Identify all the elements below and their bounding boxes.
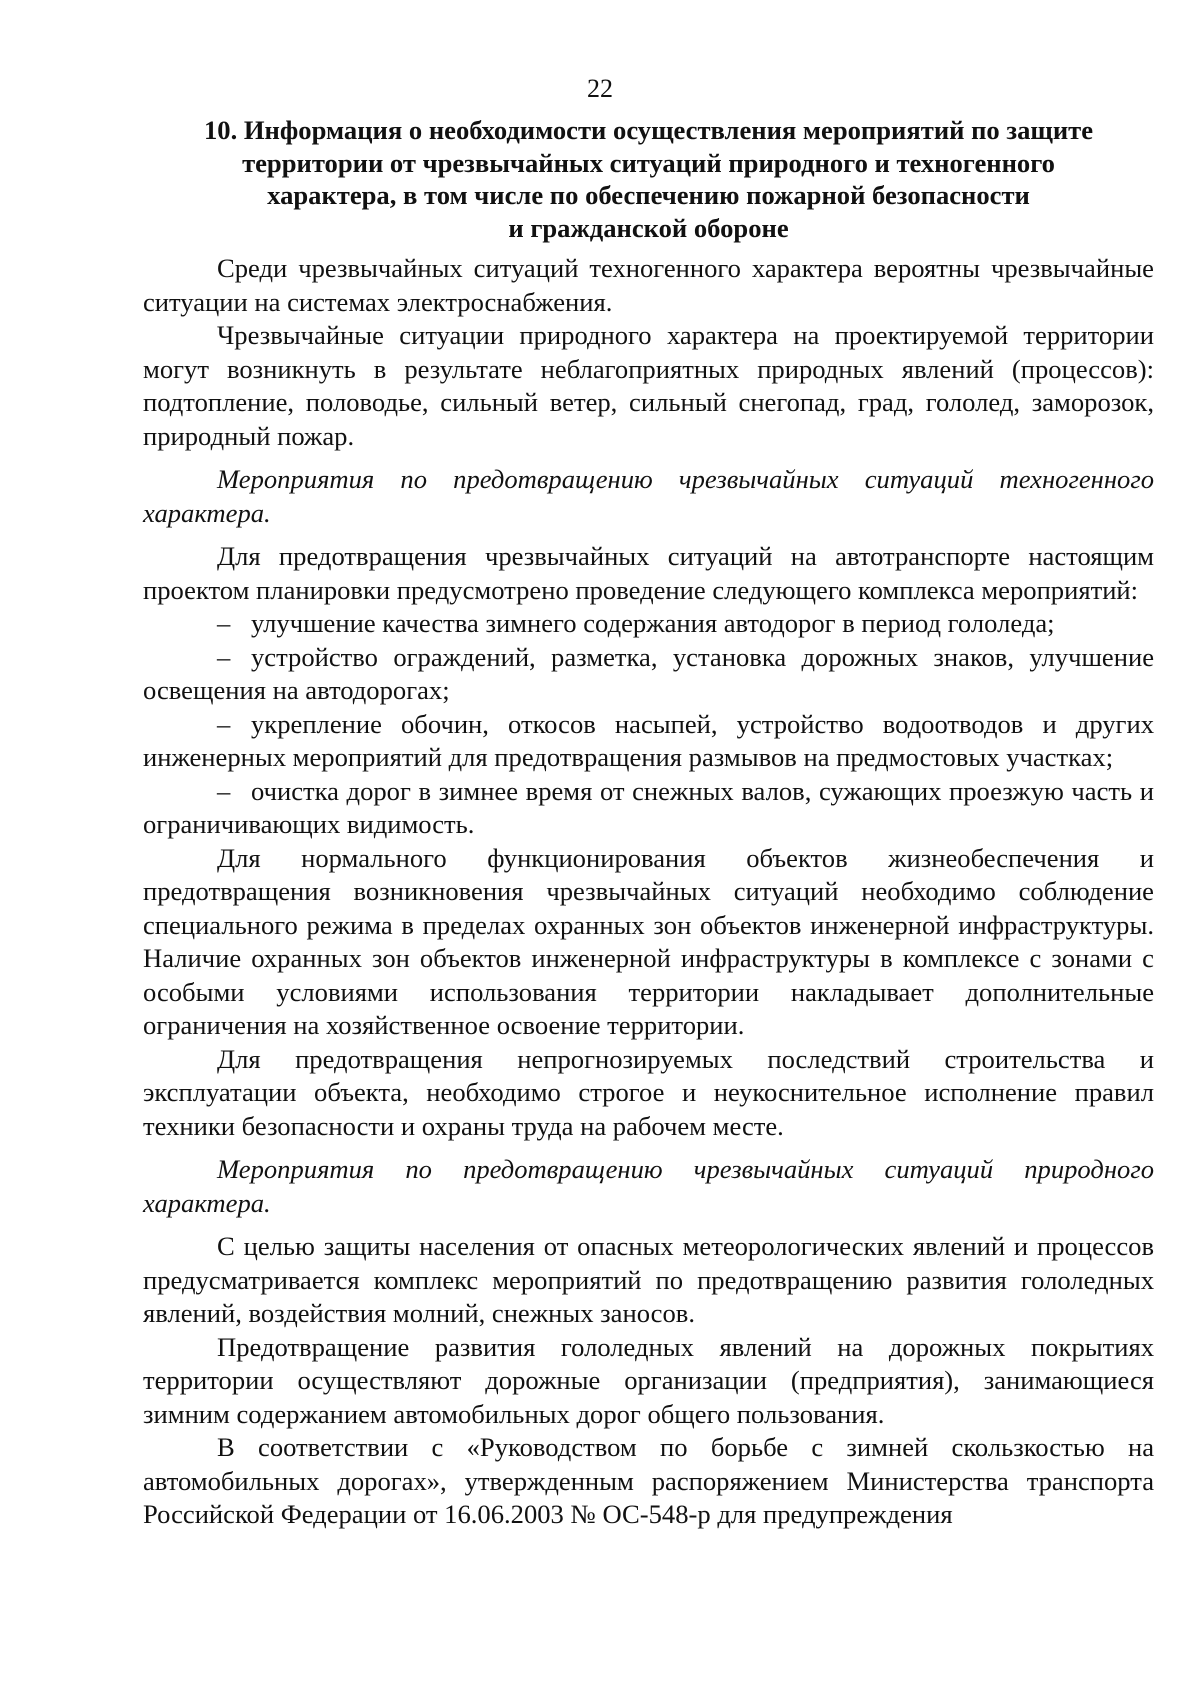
paragraph-winter-guidance: В соответствии с «Руководством по борьбе с зимней скользкостью на автомобильных дорогах», утвержденным распоряжением Министерства транспорта Российской Федерации от 16.06.2003 № ОС-548-р для предупреждения	[143, 1432, 1154, 1529]
bullet-text: очистка дорог в зимнее время от снежных валов, сужающих проезжую часть и ограничивающих видимость.	[143, 775, 1154, 839]
bullet-item-1	[143, 607, 1154, 641]
bullet-text: укрепление обочин, откосов насыпей, устройство водоотводов и других инженерных мероприятий для предотвращения размывов на предмостовых участках;	[143, 708, 1154, 772]
heading-line-4: и гражданской обороне	[508, 212, 789, 243]
paragraph-natural-risks: Чрезвычайные ситуации природного характера на проектируемой территории могут возникнуть в результате неблагоприятных природных явлений (процессов): подтопление, половодье, сильный ветер, сильный снегопад, град, гололед, заморозок, природный пожар.	[143, 320, 1154, 451]
bullet-dash: –	[217, 708, 231, 739]
bullet-dash: –	[217, 775, 231, 806]
paragraph-protection-zones: Для нормального функционирования объектов жизнеобеспечения и предотвращения возникновения чрезвычайных ситуаций необходимо соблюдение специального режима в пределах охранных зон объектов инженерной инфраструктуры. Наличие охранных зон объектов инженерной инфраструктуры в комплексе с зонами с особыми условиями использования территории накладывает дополнительные ограничения на хозяйственное освоение территории.	[143, 842, 1154, 1040]
subheading-natural-measures: Мероприятия по предотвращению чрезвычайных ситуаций природного характера.	[143, 1154, 1154, 1218]
bullet-item-3	[143, 708, 1154, 775]
paragraph-ice-prevention: Предотвращение развития гололедных явлений на дорожных покрытиях территории осуществляют дорожные организации (предприятия), занимающиеся зимним содержанием автомобильных дорог общего пользования.	[143, 1331, 1154, 1429]
subheading-technogenic-measures: Мероприятия по предотвращению чрезвычайных ситуаций техногенного характера.	[143, 464, 1154, 528]
heading-line-2: территории от чрезвычайных ситуаций природного и техногенного	[242, 147, 1055, 178]
heading-line-1: 10. Информация о необходимости осуществления мероприятий по защите	[203, 115, 1094, 145]
paragraph-technogenic-risks: Среди чрезвычайных ситуаций техногенного характера вероятны чрезвычайные ситуации на системах электроснабжения.	[143, 253, 1154, 317]
paragraph-meteorological-protection: С целью защиты населения от опасных метеорологических явлений и процессов предусматривается комплекс мероприятий по предотвращению развития гололедных явлений, воздействия молний, снежных заносов.	[143, 1231, 1154, 1328]
bullet-dash: –	[217, 608, 231, 638]
page-number: 22	[587, 74, 613, 103]
bullet-text: устройство ограждений, разметка, установка дорожных знаков, улучшение освещения на автодорогах;	[143, 641, 1154, 705]
bullet-item-2	[143, 641, 1154, 708]
bullet-dash: –	[217, 641, 231, 672]
paragraph-transport-measures: Для предотвращения чрезвычайных ситуаций на автотранспорте настоящим проектом планировки предусмотрено проведение следующего комплекса мероприятий:	[143, 541, 1154, 605]
document-body	[143, 114, 1154, 1532]
heading-line-3: характера, в том числе по обеспечению пожарной безопасности	[267, 180, 1030, 210]
bullet-text: улучшение качества зимнего содержания автодорог в период гололеда;	[251, 608, 1055, 638]
bullet-item-4	[143, 775, 1154, 842]
section-heading	[143, 114, 1154, 244]
paragraph-safety-rules: Для предотвращения непрогнозируемых последствий строительства и эксплуатации объекта, необходимо строгое и неукоснительное исполнение правил техники безопасности и охраны труда на рабочем месте.	[143, 1043, 1154, 1141]
